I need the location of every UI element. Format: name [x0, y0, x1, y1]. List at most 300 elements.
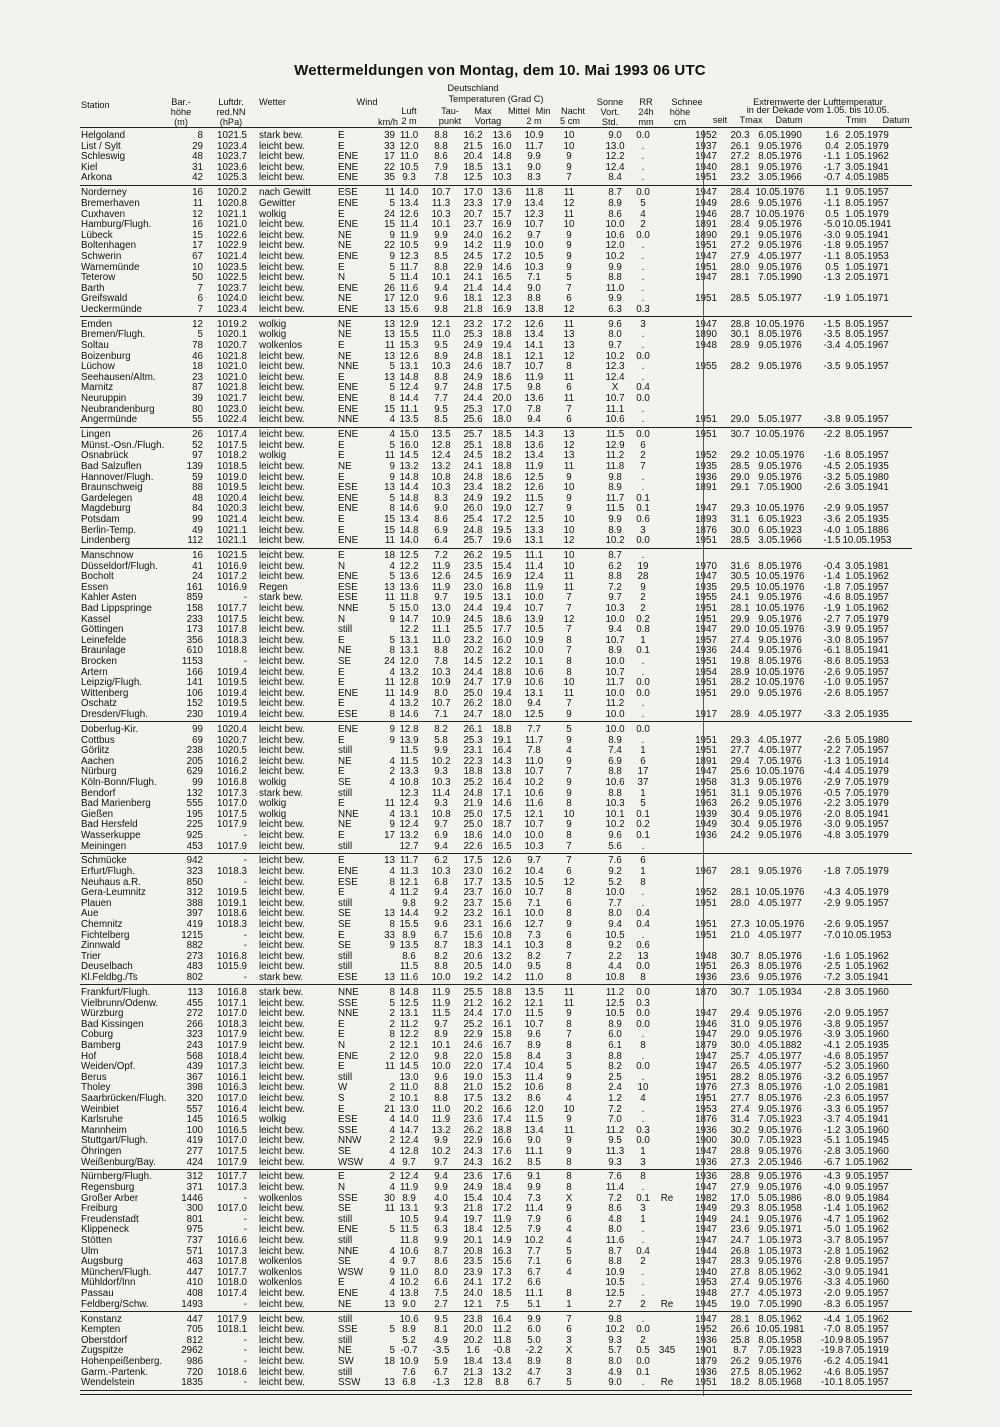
- wind-dir: ENE: [338, 250, 359, 262]
- taupunkt: 6.7: [434, 929, 448, 941]
- bar-hoehe: 942: [186, 855, 203, 867]
- temp-mittel: 16.4: [492, 776, 512, 788]
- header-m: (m): [174, 117, 188, 127]
- luft-temp: 12.8: [399, 1145, 419, 1157]
- temp-mittel: 18.6: [492, 371, 512, 383]
- wind-speed: 2: [389, 766, 395, 778]
- luft-temp: 12.0: [399, 656, 419, 667]
- extrem-seit: 1947: [695, 1050, 717, 1062]
- tmin: -1.1: [823, 197, 841, 209]
- wind-dir: SSE: [338, 1124, 358, 1136]
- header-station: Station: [81, 100, 110, 110]
- station-name: Marnitz: [81, 382, 114, 394]
- tmax-datum: 9.05.1976: [758, 819, 802, 831]
- tmax: 28.2: [730, 361, 750, 373]
- tmin: -1.7: [823, 161, 841, 173]
- sonne: 11.3: [605, 1145, 625, 1157]
- temp-max: 26.2: [463, 1124, 483, 1136]
- station-name: Boizenburg: [81, 350, 131, 362]
- column-divider: [703, 130, 704, 1396]
- temp-min-5cm: 4: [566, 1235, 572, 1246]
- bar-hoehe: 388: [186, 897, 203, 909]
- schnee: 345: [658, 1345, 676, 1357]
- temp-mittel: 16.8: [492, 581, 512, 593]
- wind-dir: ENE: [338, 303, 359, 315]
- bar-hoehe: 266: [186, 1018, 203, 1030]
- temp-max: 22.9: [463, 1029, 483, 1041]
- wetter: leicht bew.: [259, 1298, 305, 1310]
- temp-min-5cm: X: [565, 1192, 573, 1204]
- luft-temp: 14.6: [399, 503, 419, 515]
- luftdruck: -: [243, 972, 247, 983]
- luft-temp: 14.7: [399, 1124, 419, 1136]
- temp-max: 20.5: [463, 961, 483, 973]
- tmax: 30.7: [730, 429, 750, 441]
- wind-speed: 4: [389, 1114, 395, 1126]
- tmin: -3.7: [823, 1114, 841, 1126]
- tmin-datum: 9.05.1957: [845, 819, 889, 831]
- luftdruck: 1025.3: [217, 172, 247, 184]
- sonne: 8.0: [608, 908, 622, 920]
- tmax-datum: 8.05.1976: [758, 1092, 802, 1104]
- wetter: leicht bew.: [259, 429, 305, 441]
- tmin: -1.9: [823, 603, 841, 614]
- temp-min-5cm: 6: [566, 929, 572, 941]
- luftdruck: 1017.7: [217, 603, 247, 614]
- temp-mittel: 18.0: [492, 414, 512, 426]
- luft-temp: 9.0: [402, 1298, 416, 1310]
- temp-min-2m: 8.4: [527, 1050, 541, 1062]
- rr-24h: .: [641, 929, 645, 941]
- luftdruck: 1017.0: [217, 1135, 247, 1147]
- wind-dir: NNE: [338, 361, 359, 373]
- rr-24h: 3: [640, 524, 646, 536]
- luft-temp: 12.5: [399, 550, 419, 561]
- bar-hoehe: 88: [192, 482, 203, 494]
- wind-speed: 11: [384, 677, 395, 689]
- tmax: 28.9: [730, 709, 750, 720]
- taupunkt: 11.9: [431, 560, 451, 572]
- station-name: Bocholt: [81, 571, 114, 583]
- tmin: -6.7: [823, 1156, 841, 1168]
- wind-speed: 5: [389, 439, 395, 451]
- sonne: 10.6: [605, 229, 625, 241]
- luftdruck: 1023.7: [217, 282, 247, 294]
- luftdruck: 1017.0: [217, 1203, 247, 1215]
- bar-hoehe: 371: [186, 1182, 203, 1193]
- wind-dir: N: [338, 613, 346, 625]
- header-taupunkt: punkt: [438, 116, 462, 126]
- bar-hoehe: 410: [186, 1277, 203, 1289]
- luft-temp: 14.7: [399, 613, 419, 625]
- taupunkt: 6.3: [434, 1224, 448, 1236]
- tmax-datum: 10.05.1976: [755, 887, 805, 899]
- temp-min-2m: 13.4: [524, 1124, 544, 1136]
- wind-dir: SE: [338, 1256, 352, 1268]
- table-row: [0, 130, 1000, 141]
- luftdruck: -: [243, 855, 247, 867]
- table-row: [0, 1040, 1000, 1051]
- temp-max: 24.9: [463, 371, 483, 383]
- bar-hoehe: 737: [186, 1235, 203, 1246]
- wind-dir: WSW: [338, 1156, 364, 1168]
- luftdruck: 1017.3: [217, 1245, 247, 1257]
- station-name: Bendorf: [81, 787, 116, 799]
- temp-min-5cm: 6: [566, 1324, 572, 1336]
- luft-temp: 11.8: [399, 592, 419, 604]
- wind-dir: NE: [338, 645, 352, 657]
- wind-dir: ENE: [338, 1288, 359, 1299]
- luftdruck: -: [243, 1224, 247, 1236]
- luft-temp: 14.0: [399, 187, 419, 199]
- tmax: 29.5: [730, 581, 750, 593]
- wetter: wolkenlos: [259, 1256, 303, 1268]
- wetter: leicht bew.: [259, 1355, 305, 1367]
- tmin: -2.9: [823, 897, 841, 909]
- extrem-seit: 1951: [695, 414, 717, 426]
- station-name: Trier: [81, 950, 101, 962]
- wind-dir: still: [338, 624, 353, 636]
- table-row: [0, 1345, 1000, 1356]
- wind-speed: 30: [384, 1192, 395, 1204]
- bar-hoehe: 408: [186, 1288, 203, 1299]
- wetter: leicht bew.: [259, 677, 305, 689]
- rr-24h: 0.1: [636, 503, 650, 515]
- luft-temp: 13.6: [399, 571, 419, 583]
- sonne: 8.7: [608, 1245, 622, 1257]
- tmin-datum: 8.05.1941: [845, 808, 889, 820]
- bar-hoehe: 272: [186, 1008, 203, 1020]
- header-rule: [80, 127, 912, 128]
- bar-hoehe: 46: [192, 350, 203, 362]
- taupunkt: 9.6: [434, 919, 448, 930]
- wind-dir: E: [338, 371, 345, 383]
- temp-mittel: 16.5: [492, 840, 512, 852]
- wetter: leicht bew.: [259, 1039, 305, 1051]
- luftdruck: 1022.6: [217, 229, 247, 241]
- station-name: Gera-Leumnitz: [81, 887, 146, 899]
- station-name: Greifswald: [81, 293, 128, 305]
- temp-min-2m: 6.0: [527, 1324, 541, 1336]
- tmin: 1.1: [825, 187, 839, 199]
- luftdruck: 1019.0: [217, 471, 247, 483]
- temp-min-5cm: 7: [566, 855, 572, 867]
- table-row: [0, 1235, 1000, 1246]
- tmin: -2.8: [823, 1245, 841, 1257]
- table-row: [0, 724, 1000, 735]
- extrem-seit: 1876: [695, 524, 717, 536]
- tmax-datum: 7.05.1923: [758, 1345, 802, 1357]
- tmin: -3.0: [823, 229, 841, 241]
- temp-mittel: 16.0: [492, 140, 512, 152]
- temp-min-5cm: 10: [563, 808, 575, 820]
- temp-max: 22.0: [463, 1050, 483, 1062]
- station-name: Helgoland: [81, 130, 126, 141]
- temp-max: 17.7: [463, 876, 483, 888]
- bar-hoehe: 113: [187, 986, 203, 998]
- rr-24h: 3: [640, 1203, 646, 1215]
- tmin-datum: 5.05.1980: [845, 734, 889, 746]
- table-row: [0, 1314, 1000, 1325]
- tmin: -1.8: [823, 866, 841, 877]
- extrem-seit: 1963: [695, 798, 717, 810]
- header-vortag: Vortag: [474, 116, 502, 126]
- bar-hoehe: 398: [186, 1082, 203, 1094]
- temp-mittel: 13.5: [492, 876, 512, 888]
- table-row: [0, 503, 1000, 514]
- temp-min-2m: 12.6: [524, 318, 544, 330]
- temp-min-5cm: 9: [566, 787, 572, 799]
- temp-max: 12.1: [463, 1298, 483, 1310]
- temp-min-5cm: 9: [566, 1071, 572, 1083]
- wind-dir: SE: [338, 940, 352, 952]
- temp-min-5cm: 9: [566, 1135, 572, 1147]
- sonne: 10.2: [605, 1324, 625, 1336]
- luftdruck: 1019.5: [217, 887, 247, 899]
- header-rednn: red.NN: [216, 107, 246, 117]
- wind-dir: still: [338, 950, 353, 962]
- station-name: Bad Salzuflen: [81, 460, 142, 472]
- rr-24h: 1: [640, 866, 646, 877]
- tmin-datum: 9.05.1957: [845, 666, 889, 678]
- temp-mittel: 18.7: [492, 361, 512, 373]
- luft-temp: 11.9: [399, 229, 419, 241]
- temp-min-2m: 7.3: [527, 1192, 541, 1204]
- wetter: leicht bew.: [259, 829, 305, 841]
- tmax: 26.2: [730, 1355, 750, 1367]
- luft-temp: 10.1: [399, 1092, 419, 1104]
- taupunkt: 8.8: [434, 645, 448, 657]
- wind-speed: 24: [384, 208, 395, 220]
- temp-mittel: 14.6: [492, 261, 512, 273]
- temp-max: 24.3: [463, 1145, 483, 1157]
- temp-max: 24.8: [463, 524, 483, 536]
- luft-temp: 9.7: [402, 1156, 416, 1168]
- extrem-seit: 1953: [695, 1277, 717, 1289]
- luftdruck: 1017.2: [217, 571, 247, 583]
- luftdruck: 1021.4: [217, 513, 247, 525]
- tmin-datum: 9.05.1957: [845, 624, 889, 636]
- sonne: 12.0: [605, 240, 625, 252]
- tmax-datum: 10.05.1976: [755, 766, 805, 778]
- wetter: wolkenlos: [259, 340, 303, 351]
- sonne: 9.4: [608, 624, 622, 636]
- wind-dir: still: [338, 745, 353, 757]
- wind-speed: 13: [384, 303, 395, 315]
- station-name: Erfurt/Flugh.: [81, 866, 135, 877]
- tmax-datum: 1.05.1973: [758, 1245, 802, 1257]
- taupunkt: 8.2: [434, 950, 448, 962]
- tmax-datum: 9.05.1976: [758, 866, 802, 877]
- temp-min-5cm: 9: [566, 250, 572, 262]
- extrem-seit: 1947: [695, 1313, 717, 1325]
- tmax: 27.2: [730, 151, 750, 163]
- table-row: [0, 1114, 1000, 1125]
- tmin: -2.8: [823, 1145, 841, 1157]
- wind-speed: 5: [389, 571, 395, 583]
- tmax: 29.9: [730, 613, 750, 625]
- wind-speed: 13: [384, 371, 395, 383]
- table-row: [0, 1171, 1000, 1182]
- bar-hoehe: 986: [186, 1355, 203, 1367]
- luftdruck: 1016.8: [217, 986, 247, 998]
- temp-min-5cm: 9: [566, 819, 572, 831]
- temp-mittel: 17.2: [492, 1277, 512, 1289]
- station-name: Zugspitze: [81, 1345, 124, 1357]
- wetter: leicht bew.: [259, 723, 305, 735]
- temp-mittel: 18.5: [492, 429, 512, 441]
- temp-max: 25.0: [463, 808, 483, 820]
- extrem-seit: 1951: [695, 293, 717, 305]
- station-name: Kl.Feldbg./Ts: [81, 972, 138, 983]
- tmin: -7.2: [823, 972, 841, 983]
- tmin-datum: 8.05.1957: [845, 197, 889, 209]
- tmax: 17.0: [730, 1192, 750, 1204]
- wind-dir: NE: [338, 329, 352, 341]
- station-name: Seehausen/Altm.: [81, 371, 156, 383]
- station-name: Angermünde: [81, 414, 138, 426]
- wetter: leicht bew.: [259, 460, 305, 472]
- luft-temp: 12.8: [399, 677, 419, 689]
- temp-max: 26.2: [463, 698, 483, 710]
- rr-24h: 8: [640, 876, 646, 888]
- temp-min-2m: 7.9: [527, 1213, 541, 1225]
- station-name: Garm.-Partenk.: [81, 1366, 148, 1378]
- wetter: leicht bew.: [259, 261, 305, 273]
- temp-mittel: 19.4: [492, 340, 512, 351]
- tmax-datum: 9.05.1976: [758, 1018, 802, 1030]
- tmax: 30.2: [730, 1124, 750, 1136]
- bar-hoehe: 5: [197, 329, 203, 341]
- luftdruck: 1016.1: [217, 1071, 247, 1083]
- temp-min-2m: 11.6: [524, 798, 544, 810]
- tmax-datum: 1.05.1934: [758, 986, 802, 998]
- temp-min-2m: 10.6: [524, 677, 544, 689]
- table-row: [0, 798, 1000, 809]
- luft-temp: 9.3: [402, 172, 416, 184]
- rr-24h: 1: [640, 745, 646, 757]
- sonne: 11.2: [605, 1124, 625, 1136]
- temp-min-5cm: 10: [563, 140, 575, 152]
- extrem-seit: 1982: [695, 1192, 717, 1204]
- sonne: 11.8: [605, 460, 625, 472]
- luftdruck: 1017.9: [217, 1029, 247, 1041]
- temp-min-2m: 10.0: [524, 240, 544, 252]
- wind-speed: 17: [384, 293, 395, 305]
- wind-dir: SE: [338, 656, 352, 667]
- tmin: -2.6: [823, 687, 841, 699]
- rr-24h: .: [641, 471, 645, 483]
- temp-min-2m: 7.8: [527, 403, 541, 415]
- tmin: -2.9: [823, 503, 841, 515]
- wetter: leicht bew.: [259, 1082, 305, 1094]
- wetter: leicht bew.: [259, 1145, 305, 1157]
- bar-hoehe: 67: [192, 250, 203, 262]
- wind-speed: 2: [389, 1135, 395, 1147]
- luft-temp: 12.1: [399, 876, 419, 888]
- temp-mittel: 18.8: [492, 723, 512, 735]
- wind-dir: ESE: [338, 1114, 358, 1126]
- rr-24h: 0.1: [636, 1366, 650, 1378]
- temp-min-5cm: 8: [566, 1182, 572, 1193]
- temp-mittel: 17.2: [492, 513, 512, 525]
- rr-24h: .: [641, 293, 645, 305]
- rr-24h: 0.0: [636, 677, 650, 689]
- taupunkt: 10.7: [431, 187, 451, 199]
- wetter: leicht bew.: [259, 414, 305, 426]
- wind-dir: E: [338, 1171, 345, 1183]
- temp-max: 23.6: [463, 1171, 483, 1183]
- tmin: -7.0: [823, 1324, 841, 1336]
- wind-dir: E: [338, 1018, 345, 1030]
- extrem-seit: 1876: [695, 1114, 717, 1126]
- tmax-datum: 6.05.1923: [758, 513, 802, 525]
- temp-min-5cm: 10: [563, 550, 575, 561]
- wetter: leicht bew.: [259, 745, 305, 757]
- sonne: 8.6: [608, 1203, 622, 1215]
- wetter: leicht bew.: [259, 950, 305, 962]
- station-name: Warnemünde: [81, 261, 140, 273]
- station-name: Brocken: [81, 656, 117, 667]
- station-name: Düsseldorf/Flugh.: [81, 560, 158, 572]
- table-row: [0, 898, 1000, 909]
- rr-24h: .: [641, 1182, 645, 1193]
- temp-max: 18.4: [463, 1224, 483, 1236]
- sonne: 10.0: [605, 613, 625, 625]
- temp-min-2m: 10.5: [524, 876, 544, 888]
- luftdruck: 1016.2: [217, 766, 247, 778]
- luftdruck: 1020.2: [217, 187, 247, 199]
- wind-speed: 13: [384, 1298, 395, 1310]
- temp-min-5cm: 12: [563, 439, 575, 451]
- tmin: -19.8: [820, 1345, 844, 1357]
- wind-dir: E: [338, 261, 345, 273]
- luftdruck: 1016.8: [217, 776, 247, 788]
- wind-dir: SE: [338, 776, 352, 788]
- wind-speed: 4: [389, 866, 395, 877]
- table-row: [0, 582, 1000, 593]
- tmin-datum: 9.05.1957: [845, 1288, 889, 1299]
- temp-min-2m: 8.2: [527, 950, 541, 962]
- wetter: leicht bew.: [259, 439, 305, 451]
- temp-min-2m: 11.4: [524, 560, 544, 572]
- wind-dir: E: [338, 887, 345, 899]
- taupunkt: 10.9: [431, 677, 451, 689]
- wind-speed: 9: [389, 471, 395, 483]
- temp-mittel: 17.2: [492, 1203, 512, 1215]
- wind-speed: 9: [389, 229, 395, 241]
- tmin-datum: 3.05.1941: [845, 972, 889, 983]
- wind-dir: SSW: [338, 1377, 361, 1389]
- temp-min-5cm: 7: [566, 1029, 572, 1041]
- tmax: 19.8: [730, 656, 750, 667]
- temp-min-5cm: 11: [563, 208, 575, 220]
- wind-dir: E: [338, 471, 345, 483]
- wind-speed: 2: [389, 1092, 395, 1104]
- wetter: leicht bew.: [259, 997, 305, 1009]
- temp-min-2m: 7.7: [527, 723, 541, 735]
- table-row: [0, 450, 1000, 461]
- wind-speed: 11: [384, 450, 395, 462]
- tmax: 8.7: [733, 1345, 747, 1357]
- tmin-datum: 6.05.1957: [845, 1071, 889, 1083]
- wind-speed: 13: [384, 908, 395, 920]
- temp-mittel: 16.2: [492, 645, 512, 657]
- wind-speed: 2: [389, 1171, 395, 1183]
- extrem-seit: 1936: [695, 1171, 717, 1183]
- station-name: Coburg: [81, 1029, 114, 1041]
- temp-min-5cm: 12: [563, 350, 575, 362]
